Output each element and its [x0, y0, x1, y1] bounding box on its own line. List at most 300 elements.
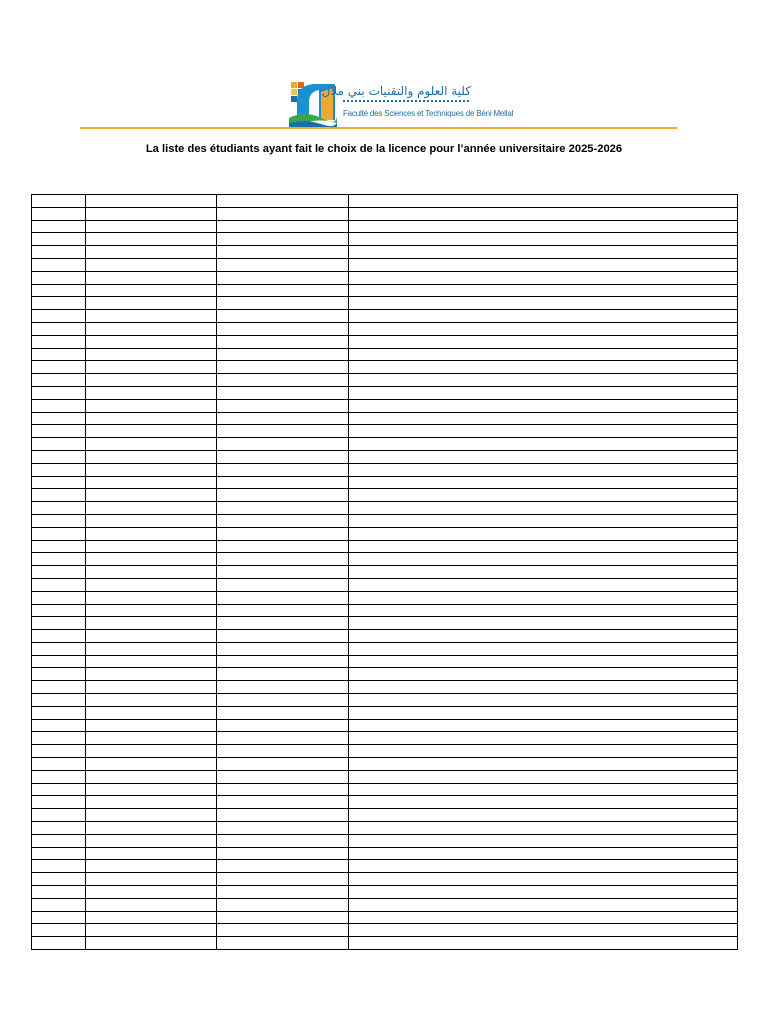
- table-cell: [217, 335, 349, 348]
- table-cell: [86, 642, 217, 655]
- table-cell: [349, 258, 738, 271]
- table-row: [32, 540, 738, 553]
- table-cell: [86, 297, 217, 310]
- table-cell: [86, 630, 217, 643]
- table-cell: [349, 553, 738, 566]
- table-cell: [86, 271, 217, 284]
- table-row: [32, 809, 738, 822]
- table-cell: [32, 335, 86, 348]
- table-row: [32, 246, 738, 259]
- table-cell: [349, 604, 738, 617]
- table-row: [32, 834, 738, 847]
- table-cell: [349, 642, 738, 655]
- table-row: [32, 438, 738, 451]
- table-cell: [217, 847, 349, 860]
- table-cell: [217, 873, 349, 886]
- table-row: [32, 258, 738, 271]
- logo-arabic-name: كلية العلوم والتقنيات بني ملال: [321, 84, 471, 98]
- table-row: [32, 898, 738, 911]
- table-row: [32, 911, 738, 924]
- table-cell: [86, 783, 217, 796]
- table-cell: [349, 796, 738, 809]
- logo-tifinagh-text: [343, 100, 469, 107]
- table-cell: [32, 745, 86, 758]
- table-cell: [86, 770, 217, 783]
- table-row: [32, 694, 738, 707]
- table-cell: [217, 566, 349, 579]
- table-cell: [86, 617, 217, 630]
- table-row: [32, 233, 738, 246]
- table-cell: [32, 630, 86, 643]
- table-cell: [86, 860, 217, 873]
- table-cell: [86, 284, 217, 297]
- table-cell: [217, 348, 349, 361]
- table-cell: [32, 642, 86, 655]
- table-cell: [86, 514, 217, 527]
- table-cell: [349, 847, 738, 860]
- table-cell: [86, 335, 217, 348]
- table-cell: [32, 847, 86, 860]
- table-row: [32, 630, 738, 643]
- table-row: [32, 335, 738, 348]
- table-row: [32, 514, 738, 527]
- table-row: [32, 873, 738, 886]
- table-cell: [217, 271, 349, 284]
- table-cell: [86, 834, 217, 847]
- table-cell: [349, 476, 738, 489]
- table-cell: [32, 604, 86, 617]
- table-cell: [349, 220, 738, 233]
- table-cell: [86, 489, 217, 502]
- table-cell: [217, 450, 349, 463]
- table-cell: [32, 361, 86, 374]
- table-cell: [32, 706, 86, 719]
- table-row: [32, 207, 738, 220]
- table-cell: [32, 450, 86, 463]
- table-cell: [86, 732, 217, 745]
- table-cell: [86, 604, 217, 617]
- table-cell: [217, 719, 349, 732]
- table-cell: [217, 438, 349, 451]
- table-row: [32, 745, 738, 758]
- table-cell: [32, 809, 86, 822]
- table-cell: [349, 924, 738, 937]
- table-cell: [349, 207, 738, 220]
- table-cell: [217, 310, 349, 323]
- table-cell: [86, 220, 217, 233]
- table-cell: [217, 220, 349, 233]
- table-row: [32, 502, 738, 515]
- table-cell: [86, 668, 217, 681]
- table-cell: [32, 476, 86, 489]
- table-cell: [217, 642, 349, 655]
- table-cell: [349, 399, 738, 412]
- table-cell: [349, 566, 738, 579]
- table-cell: [217, 425, 349, 438]
- table-row: [32, 348, 738, 361]
- table-row: [32, 463, 738, 476]
- table-row: [32, 476, 738, 489]
- table-cell: [86, 207, 217, 220]
- table-cell: [32, 886, 86, 899]
- table-cell: [32, 489, 86, 502]
- table-cell: [349, 681, 738, 694]
- table-cell: [86, 822, 217, 835]
- logo-french-name: Faculté des Sciences et Techniques de Béni Mellal: [343, 109, 514, 118]
- table-cell: [32, 258, 86, 271]
- table-cell: [217, 860, 349, 873]
- table-cell: [86, 694, 217, 707]
- table-cell: [349, 719, 738, 732]
- table-cell: [86, 745, 217, 758]
- table-cell: [86, 898, 217, 911]
- table-cell: [217, 514, 349, 527]
- table-cell: [349, 425, 738, 438]
- table-cell: [32, 514, 86, 527]
- table-cell: [349, 195, 738, 208]
- table-cell: [349, 527, 738, 540]
- table-row: [32, 668, 738, 681]
- table-cell: [349, 591, 738, 604]
- table-cell: [86, 924, 217, 937]
- table-cell: [217, 822, 349, 835]
- table-cell: [349, 860, 738, 873]
- table-cell: [349, 271, 738, 284]
- table-row: [32, 374, 738, 387]
- table-cell: [349, 783, 738, 796]
- table-cell: [349, 348, 738, 361]
- table-cell: [217, 553, 349, 566]
- table-cell: [349, 937, 738, 950]
- table-cell: [86, 425, 217, 438]
- table-row: [32, 591, 738, 604]
- table-cell: [86, 706, 217, 719]
- table-row: [32, 886, 738, 899]
- table-cell: [349, 361, 738, 374]
- table-row: [32, 681, 738, 694]
- table-cell: [32, 386, 86, 399]
- table-cell: [349, 284, 738, 297]
- table-cell: [86, 591, 217, 604]
- table-cell: [86, 719, 217, 732]
- table-cell: [32, 822, 86, 835]
- table-cell: [217, 911, 349, 924]
- table-cell: [217, 207, 349, 220]
- table-cell: [217, 745, 349, 758]
- table-cell: [217, 476, 349, 489]
- table-row: [32, 822, 738, 835]
- table-cell: [349, 578, 738, 591]
- table-cell: [217, 617, 349, 630]
- table-cell: [86, 566, 217, 579]
- table-cell: [32, 463, 86, 476]
- table-cell: [349, 694, 738, 707]
- table-row: [32, 322, 738, 335]
- table-cell: [86, 438, 217, 451]
- table-cell: [86, 233, 217, 246]
- table-cell: [86, 809, 217, 822]
- table-cell: [217, 284, 349, 297]
- student-list-table: [31, 194, 738, 950]
- table-row: [32, 924, 738, 937]
- table-cell: [32, 540, 86, 553]
- table-row: [32, 284, 738, 297]
- table-cell: [86, 322, 217, 335]
- table-row: [32, 706, 738, 719]
- table-cell: [217, 591, 349, 604]
- table-row: [32, 847, 738, 860]
- table-cell: [349, 463, 738, 476]
- table-cell: [86, 911, 217, 924]
- table-cell: [217, 195, 349, 208]
- table-cell: [349, 630, 738, 643]
- table-cell: [217, 527, 349, 540]
- table-cell: [32, 617, 86, 630]
- table-cell: [32, 796, 86, 809]
- table-cell: [32, 527, 86, 540]
- table-cell: [32, 694, 86, 707]
- table-row: [32, 604, 738, 617]
- table-cell: [32, 322, 86, 335]
- table-cell: [32, 374, 86, 387]
- table-cell: [349, 438, 738, 451]
- table-cell: [32, 655, 86, 668]
- table-cell: [86, 258, 217, 271]
- table-cell: [86, 527, 217, 540]
- table-row: [32, 719, 738, 732]
- table-cell: [217, 758, 349, 771]
- table-cell: [32, 246, 86, 259]
- table-cell: [32, 438, 86, 451]
- table-cell: [217, 374, 349, 387]
- table-cell: [32, 284, 86, 297]
- table-cell: [86, 412, 217, 425]
- table-cell: [217, 783, 349, 796]
- table-cell: [32, 911, 86, 924]
- table-cell: [86, 476, 217, 489]
- table-cell: [217, 502, 349, 515]
- table-cell: [349, 706, 738, 719]
- table-cell: [32, 310, 86, 323]
- table-cell: [349, 233, 738, 246]
- table-cell: [86, 578, 217, 591]
- table-cell: [349, 374, 738, 387]
- table-cell: [217, 463, 349, 476]
- table-cell: [32, 220, 86, 233]
- table-cell: [32, 681, 86, 694]
- table-cell: [349, 655, 738, 668]
- table-row: [32, 732, 738, 745]
- table-row: [32, 553, 738, 566]
- table-cell: [86, 847, 217, 860]
- table-cell: [86, 540, 217, 553]
- table-cell: [349, 386, 738, 399]
- table-cell: [86, 246, 217, 259]
- table-cell: [349, 297, 738, 310]
- table-cell: [349, 873, 738, 886]
- table-cell: [32, 783, 86, 796]
- table-row: [32, 578, 738, 591]
- table-row: [32, 655, 738, 668]
- table-cell: [217, 361, 349, 374]
- table-cell: [349, 540, 738, 553]
- table-cell: [217, 386, 349, 399]
- table-row: [32, 796, 738, 809]
- table-row: [32, 399, 738, 412]
- table-row: [32, 642, 738, 655]
- table-cell: [32, 732, 86, 745]
- table-row: [32, 566, 738, 579]
- table-row: [32, 527, 738, 540]
- table-cell: [217, 732, 349, 745]
- table-cell: [349, 770, 738, 783]
- table-row: [32, 271, 738, 284]
- table-cell: [86, 450, 217, 463]
- table-cell: [32, 860, 86, 873]
- table-cell: [86, 758, 217, 771]
- table-cell: [349, 732, 738, 745]
- table-cell: [349, 911, 738, 924]
- table-cell: [217, 681, 349, 694]
- table-cell: [349, 886, 738, 899]
- table-cell: [86, 386, 217, 399]
- table-cell: [32, 195, 86, 208]
- table-cell: [217, 399, 349, 412]
- table-row: [32, 758, 738, 771]
- table-cell: [86, 681, 217, 694]
- table-cell: [32, 937, 86, 950]
- table-cell: [32, 412, 86, 425]
- table-cell: [86, 399, 217, 412]
- table-cell: [349, 898, 738, 911]
- table-cell: [86, 655, 217, 668]
- table-cell: [349, 310, 738, 323]
- table-cell: [217, 412, 349, 425]
- table-cell: [217, 796, 349, 809]
- table-cell: [349, 489, 738, 502]
- table-cell: [86, 937, 217, 950]
- table-cell: [349, 745, 738, 758]
- table-cell: [217, 604, 349, 617]
- table-cell: [32, 758, 86, 771]
- table-cell: [349, 809, 738, 822]
- table-cell: [32, 834, 86, 847]
- table-cell: [32, 668, 86, 681]
- table-row: [32, 489, 738, 502]
- table-cell: [217, 898, 349, 911]
- table-row: [32, 783, 738, 796]
- table-row: [32, 361, 738, 374]
- table-cell: [32, 924, 86, 937]
- table-cell: [217, 668, 349, 681]
- table-cell: [86, 463, 217, 476]
- table-cell: [349, 246, 738, 259]
- table-cell: [349, 335, 738, 348]
- table-row: [32, 425, 738, 438]
- table-cell: [349, 834, 738, 847]
- table-row: [32, 220, 738, 233]
- table-cell: [32, 271, 86, 284]
- table-cell: [349, 412, 738, 425]
- table-cell: [349, 502, 738, 515]
- table-cell: [217, 770, 349, 783]
- table-cell: [86, 873, 217, 886]
- table-cell: [217, 246, 349, 259]
- table-cell: [32, 207, 86, 220]
- table-cell: [32, 502, 86, 515]
- table-cell: [86, 361, 217, 374]
- table-cell: [217, 834, 349, 847]
- table-cell: [217, 297, 349, 310]
- table-cell: [86, 374, 217, 387]
- table-cell: [349, 822, 738, 835]
- table-cell: [217, 937, 349, 950]
- table-cell: [217, 694, 349, 707]
- table-cell: [32, 425, 86, 438]
- table-cell: [349, 617, 738, 630]
- table-row: [32, 386, 738, 399]
- table-cell: [217, 809, 349, 822]
- table-cell: [349, 758, 738, 771]
- table-row: [32, 450, 738, 463]
- table-cell: [32, 566, 86, 579]
- table-cell: [32, 233, 86, 246]
- table-cell: [32, 399, 86, 412]
- table-cell: [86, 502, 217, 515]
- table-cell: [217, 886, 349, 899]
- table-cell: [217, 489, 349, 502]
- table-cell: [349, 450, 738, 463]
- table-cell: [86, 886, 217, 899]
- table-row: [32, 195, 738, 208]
- table-row: [32, 860, 738, 873]
- faculty-logo: [289, 80, 514, 127]
- table-cell: [217, 540, 349, 553]
- table-row: [32, 770, 738, 783]
- table-cell: [32, 591, 86, 604]
- page-title: La liste des étudiants ayant fait le choix de la licence pour l’année universitaire 2025-2026: [145, 143, 623, 155]
- table-row: [32, 297, 738, 310]
- table-cell: [349, 322, 738, 335]
- table-row: [32, 412, 738, 425]
- table-cell: [217, 322, 349, 335]
- table-cell: [217, 630, 349, 643]
- table-cell: [32, 297, 86, 310]
- table-cell: [86, 796, 217, 809]
- table-cell: [217, 233, 349, 246]
- table-cell: [349, 514, 738, 527]
- table-cell: [32, 348, 86, 361]
- table-cell: [32, 873, 86, 886]
- table-cell: [86, 195, 217, 208]
- table-cell: [32, 719, 86, 732]
- table-cell: [86, 553, 217, 566]
- table-cell: [349, 668, 738, 681]
- table-cell: [32, 898, 86, 911]
- table-cell: [86, 310, 217, 323]
- table-cell: [217, 924, 349, 937]
- table-cell: [217, 258, 349, 271]
- table-cell: [217, 655, 349, 668]
- header-divider: [80, 127, 677, 129]
- table-row: [32, 937, 738, 950]
- table-cell: [32, 770, 86, 783]
- table-cell: [32, 578, 86, 591]
- table-cell: [86, 348, 217, 361]
- table-cell: [32, 553, 86, 566]
- table-cell: [217, 706, 349, 719]
- table-cell: [217, 578, 349, 591]
